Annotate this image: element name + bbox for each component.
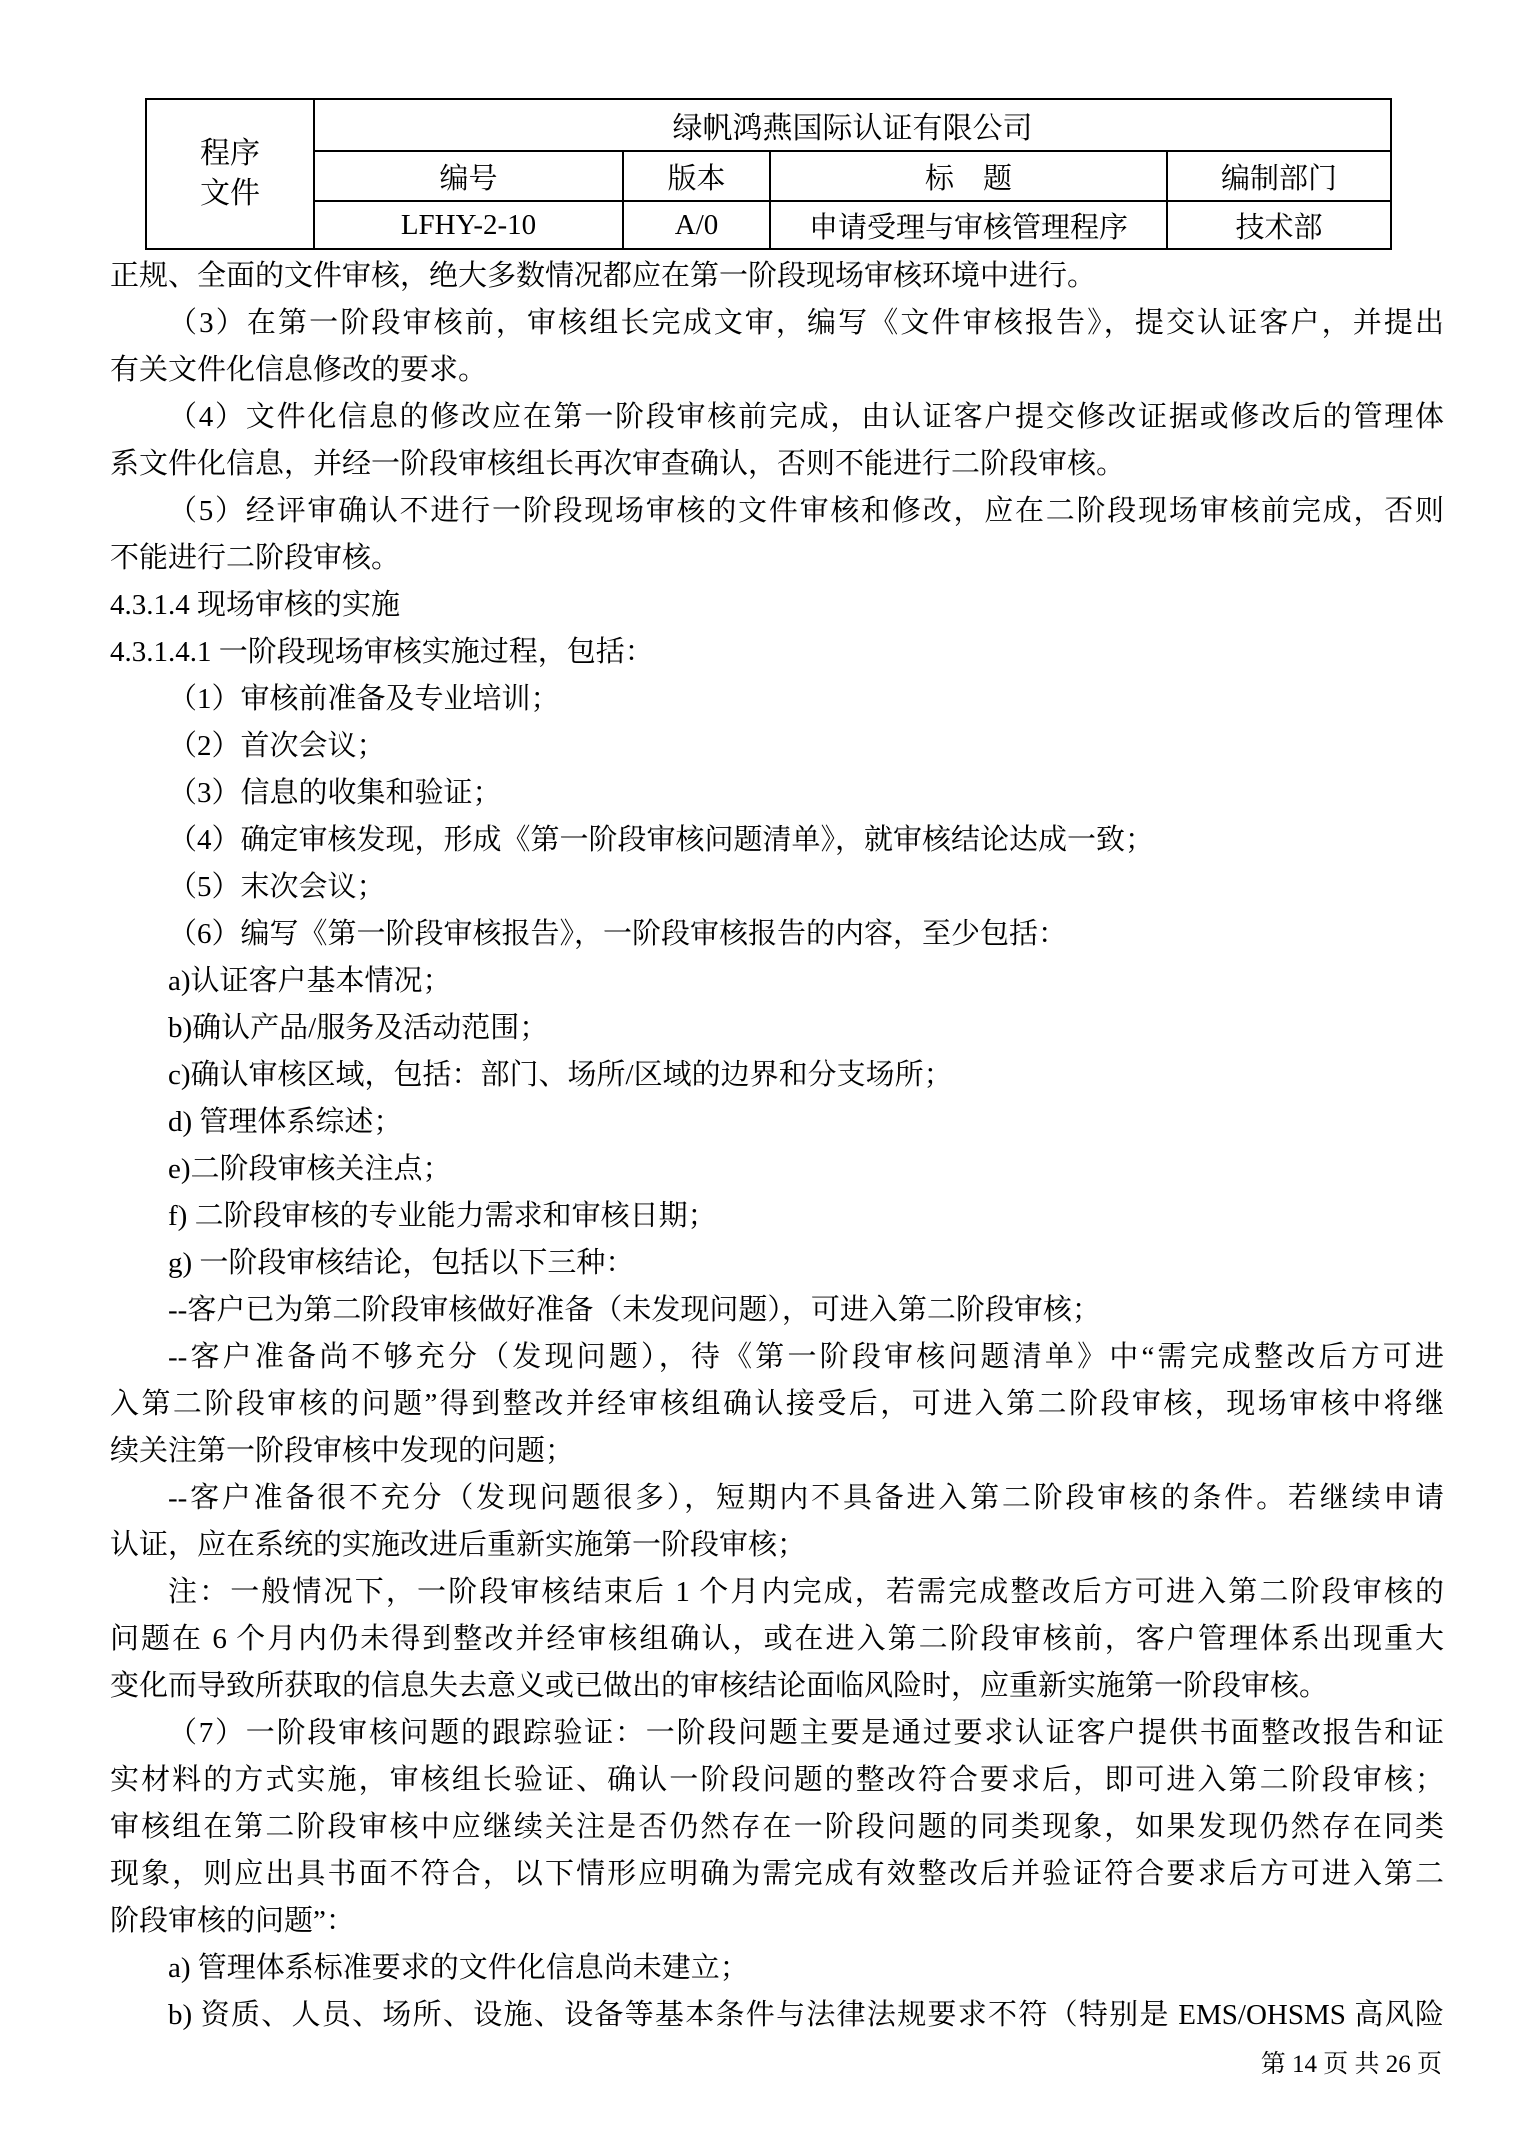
body-line: （5）末次会议； bbox=[168, 871, 386, 903]
body-line: a) 管理体系标准要求的文件化信息尚未建立； bbox=[168, 1952, 749, 1984]
body-line: 续关注第一阶段审核中发现的问题； bbox=[110, 1435, 575, 1467]
document-body bbox=[110, 253, 1444, 2039]
doc-title-value: 申请受理与审核管理程序 bbox=[770, 201, 1167, 249]
body-line: --客户准备很不充分（发现问题很多），短期内不具备进入第二阶段审核的条件。若继续申请 bbox=[168, 1482, 1444, 1514]
body-line: 不能进行二阶段审核。 bbox=[110, 542, 401, 574]
body-line: （4）确定审核发现，形成《第一阶段审核问题清单》，就审核结论达成一致； bbox=[168, 824, 1155, 856]
body-line: 现象，则应出具书面不符合，以下情形应明确为需完成有效整改后并验证符合要求后方可进入第二 bbox=[110, 1858, 1444, 1890]
body-line: b)确认产品/服务及活动范围； bbox=[168, 1012, 549, 1044]
body-line: 注：一般情况下，一阶段审核结束后 1 个月内完成，若需完成整改后方可进入第二阶段审核的 bbox=[168, 1576, 1444, 1608]
code-label: 编号 bbox=[314, 151, 623, 201]
company-name: 绿帆鸿燕国际认证有限公司 bbox=[314, 99, 1391, 151]
body-line: （4）文件化信息的修改应在第一阶段审核前完成，由认证客户提交修改证据或修改后的管理体 bbox=[168, 401, 1444, 433]
body-line: f) 二阶段审核的专业能力需求和审核日期； bbox=[168, 1200, 717, 1232]
body-line: （5）经评审确认不进行一阶段现场审核的文件审核和修改，应在二阶段现场审核前完成，否则 bbox=[168, 495, 1444, 527]
doc-code-value: LFHY-2-10 bbox=[314, 201, 623, 249]
body-line: --客户已为第二阶段审核做好准备（未发现问题），可进入第二阶段审核； bbox=[168, 1294, 1101, 1326]
body-line: a)认证客户基本情况； bbox=[168, 965, 452, 997]
doc-type-line2: 文件 bbox=[200, 177, 260, 210]
body-line: 认证，应在系统的实施改进后重新实施第一阶段审核； bbox=[110, 1529, 807, 1561]
body-line: 审核组在第二阶段审核中应继续关注是否仍然存在一阶段问题的同类现象，如果发现仍然存在同类 bbox=[110, 1811, 1444, 1843]
document-header-table bbox=[145, 98, 1392, 250]
body-line: 问题在 6 个月内仍未得到整改并经审核组确认，或在进入第二阶段审核前，客户管理体系出现重大 bbox=[110, 1623, 1444, 1655]
body-line: （7）一阶段审核问题的跟踪验证：一阶段问题主要是通过要求认证客户提供书面整改报告和证 bbox=[168, 1717, 1444, 1749]
body-line: 系文件化信息，并经一阶段审核组长再次审查确认，否则不能进行二阶段审核。 bbox=[110, 448, 1126, 480]
body-line: 实材料的方式实施，审核组长验证、确认一阶段问题的整改符合要求后，即可进入第二阶段审核； bbox=[110, 1764, 1444, 1796]
body-line: （3）在第一阶段审核前，审核组长完成文审，编写《文件审核报告》，提交认证客户，并提出 bbox=[168, 307, 1444, 339]
body-line: g) 一阶段审核结论，包括以下三种： bbox=[168, 1247, 635, 1279]
body-line: 4.3.1.4 现场审核的实施 bbox=[110, 589, 401, 621]
body-line: 阶段审核的问题”： bbox=[110, 1905, 355, 1937]
doc-type-line1: 程序 bbox=[200, 137, 260, 170]
body-line: b) 资质、人员、场所、设施、设备等基本条件与法律法规要求不符（特别是 EMS/OHSMS 高风险 bbox=[168, 1999, 1444, 2031]
doc-version-value: A/0 bbox=[623, 201, 770, 249]
body-line: 4.3.1.4.1 一阶段现场审核实施过程，包括： bbox=[110, 636, 654, 668]
body-line: （3）信息的收集和验证； bbox=[168, 777, 502, 809]
body-line: （1）审核前准备及专业培训； bbox=[168, 683, 560, 715]
doc-dept-value: 技术部 bbox=[1167, 201, 1391, 249]
body-line: d) 管理体系综述； bbox=[168, 1106, 403, 1138]
body-line: 正规、全面的文件审核，绝大多数情况都应在第一阶段现场审核环境中进行。 bbox=[110, 260, 1097, 292]
version-label: 版本 bbox=[623, 151, 770, 201]
body-line: 入第二阶段审核的问题”得到整改并经审核组确认接受后，可进入第二阶段审核，现场审核中将继 bbox=[110, 1388, 1444, 1420]
body-line: 变化而导致所获取的信息失去意义或已做出的审核结论面临风险时，应重新实施第一阶段审核。 bbox=[110, 1670, 1329, 1702]
page-number: 第 14 页 共 26 页 bbox=[1260, 2051, 1442, 2078]
body-line: （2）首次会议； bbox=[168, 730, 386, 762]
body-line: e)二阶段审核关注点； bbox=[168, 1153, 452, 1185]
title-label: 标 题 bbox=[770, 151, 1167, 201]
body-line: c)确认审核区域，包括：部门、场所/区域的边界和分支场所； bbox=[168, 1059, 953, 1091]
body-line: 有关文件化信息修改的要求。 bbox=[110, 354, 488, 386]
body-line: --客户准备尚不够充分（发现问题），待《第一阶段审核问题清单》中“需完成整改后方可进 bbox=[168, 1341, 1444, 1373]
doc-type-cell bbox=[146, 99, 314, 249]
dept-label: 编制部门 bbox=[1167, 151, 1391, 201]
body-line: （6）编写《第一阶段审核报告》，一阶段审核报告的内容，至少包括： bbox=[168, 918, 1068, 950]
